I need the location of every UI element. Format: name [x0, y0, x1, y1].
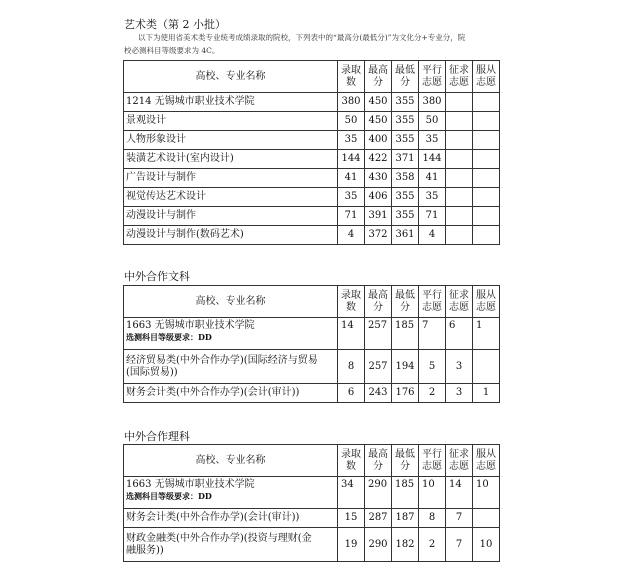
school-row [124, 318, 500, 350]
table-row [124, 226, 500, 245]
admit-count: 4 [338, 226, 365, 245]
major-name: 景观设计 [124, 112, 338, 131]
section-title-sino-foreign-arts: 中外合作文科 [124, 270, 190, 283]
min-score: 176 [392, 384, 419, 403]
table-row [124, 384, 500, 403]
table-row [124, 207, 500, 226]
solicit-count [446, 188, 473, 207]
min-score: 358 [392, 169, 419, 188]
header-admit: 录取 数 [338, 61, 365, 93]
admit-count: 6 [338, 384, 365, 403]
obey-count [473, 131, 500, 150]
min-score: 361 [392, 226, 419, 245]
header-max: 最高 分 [365, 445, 392, 477]
max-score: 450 [365, 112, 392, 131]
header-solicit: 征求 志愿 [446, 61, 473, 93]
major-name: 人物形象设计 [124, 131, 338, 150]
obey-count [473, 188, 500, 207]
max-score: 243 [365, 384, 392, 403]
solicit-count [446, 207, 473, 226]
obey-count: 1 [473, 384, 500, 403]
parallel-count: 5 [419, 350, 446, 384]
school-name: 1663 无锡城市职业技术学院 选测科目等级要求：DD [124, 318, 338, 350]
admit-count: 71 [338, 207, 365, 226]
major-name: 广告设计与制作 [124, 169, 338, 188]
major-name: 财务会计类(中外合作办学)(会计(审计)) [124, 384, 338, 403]
max-score: 290 [365, 528, 392, 562]
parallel-count: 4 [419, 226, 446, 245]
min-score: 187 [392, 509, 419, 528]
table-header-row [124, 445, 500, 477]
header-admit: 录取 数 [338, 445, 365, 477]
header-name: 高校、专业名称 [124, 445, 338, 477]
note-line-1: 以下为使用省美术类专业统考成绩录取的院校，下列表中的“最高分(最低分)”为文化分+专业分，院 [138, 33, 466, 42]
school-min: 185 [392, 318, 419, 350]
obey-count: 10 [473, 528, 500, 562]
solicit-count: 7 [446, 509, 473, 528]
solicit-count [446, 131, 473, 150]
school-obey [473, 93, 500, 112]
solicit-count [446, 150, 473, 169]
table-row [124, 131, 500, 150]
obey-count [473, 112, 500, 131]
min-score: 355 [392, 112, 419, 131]
header-min: 最低 分 [392, 445, 419, 477]
solicit-count: 3 [446, 350, 473, 384]
table-header-row [124, 61, 500, 93]
obey-count [473, 509, 500, 528]
note-line-2: 校必测科目等级要求为 4C。 [124, 46, 220, 55]
min-score: 182 [392, 528, 419, 562]
table-row [124, 150, 500, 169]
solicit-count: 7 [446, 528, 473, 562]
section-title-art: 艺术类（第 2 小批） [124, 18, 226, 31]
parallel-count: 50 [419, 112, 446, 131]
header-obey: 服从 志愿 [473, 445, 500, 477]
school-row [124, 93, 500, 112]
admit-count: 35 [338, 131, 365, 150]
solicit-count: 3 [446, 384, 473, 403]
admission-table-sino-foreign-arts [123, 285, 500, 403]
parallel-count: 144 [419, 150, 446, 169]
header-min: 最低 分 [392, 286, 419, 318]
header-name: 高校、专业名称 [124, 286, 338, 318]
school-admit: 14 [338, 318, 365, 350]
school-admit: 380 [338, 93, 365, 112]
obey-count [473, 169, 500, 188]
table-row [124, 528, 500, 562]
school-solicit: 6 [446, 318, 473, 350]
header-parallel: 平行 志愿 [419, 61, 446, 93]
table-header-row [124, 286, 500, 318]
max-score: 400 [365, 131, 392, 150]
major-name: 动漫设计与制作 [124, 207, 338, 226]
obey-count [473, 207, 500, 226]
obey-count [473, 150, 500, 169]
min-score: 371 [392, 150, 419, 169]
school-parallel: 10 [419, 477, 446, 509]
min-score: 355 [392, 131, 419, 150]
parallel-count: 8 [419, 509, 446, 528]
header-parallel: 平行 志愿 [419, 286, 446, 318]
admit-count: 50 [338, 112, 365, 131]
admission-table-art [123, 60, 500, 245]
school-name: 1214 无锡城市职业技术学院 [124, 93, 338, 112]
min-score: 355 [392, 188, 419, 207]
major-name: 经济贸易类(中外合作办学)(国际经济与贸易 (国际贸易)) [124, 350, 338, 384]
school-obey: 1 [473, 318, 500, 350]
max-score: 287 [365, 509, 392, 528]
school-max: 450 [365, 93, 392, 112]
parallel-count: 35 [419, 131, 446, 150]
min-score: 355 [392, 207, 419, 226]
table-row [124, 350, 500, 384]
header-obey: 服从 志愿 [473, 61, 500, 93]
admit-count: 35 [338, 188, 365, 207]
table-row [124, 169, 500, 188]
admit-count: 15 [338, 509, 365, 528]
school-row [124, 477, 500, 509]
admission-table-sino-foreign-science [123, 444, 500, 562]
school-parallel: 7 [419, 318, 446, 350]
school-max: 257 [365, 318, 392, 350]
header-parallel: 平行 志愿 [419, 445, 446, 477]
parallel-count: 2 [419, 528, 446, 562]
school-min: 355 [392, 93, 419, 112]
table-row [124, 509, 500, 528]
parallel-count: 71 [419, 207, 446, 226]
table-row [124, 188, 500, 207]
solicit-count [446, 226, 473, 245]
section-title-sino-foreign-science: 中外合作理科 [124, 430, 190, 443]
school-requirement: 选测科目等级要求：DD [126, 491, 212, 501]
school-min: 185 [392, 477, 419, 509]
admit-count: 19 [338, 528, 365, 562]
min-score: 194 [392, 350, 419, 384]
table-row [124, 112, 500, 131]
school-max: 290 [365, 477, 392, 509]
header-name: 高校、专业名称 [124, 61, 338, 93]
major-name: 财务会计类(中外合作办学)(会计(审计)) [124, 509, 338, 528]
school-solicit [446, 93, 473, 112]
school-admit: 34 [338, 477, 365, 509]
header-min: 最低 分 [392, 61, 419, 93]
major-name: 动漫设计与制作(数码艺术) [124, 226, 338, 245]
max-score: 430 [365, 169, 392, 188]
max-score: 406 [365, 188, 392, 207]
max-score: 422 [365, 150, 392, 169]
solicit-count [446, 169, 473, 188]
section-note-art [124, 31, 518, 57]
max-score: 372 [365, 226, 392, 245]
admit-count: 144 [338, 150, 365, 169]
header-max: 最高 分 [365, 286, 392, 318]
parallel-count: 35 [419, 188, 446, 207]
school-parallel: 380 [419, 93, 446, 112]
max-score: 257 [365, 350, 392, 384]
school-requirement: 选测科目等级要求：DD [126, 332, 212, 342]
admit-count: 41 [338, 169, 365, 188]
school-obey: 10 [473, 477, 500, 509]
school-solicit: 14 [446, 477, 473, 509]
parallel-count: 41 [419, 169, 446, 188]
school-name: 1663 无锡城市职业技术学院 选测科目等级要求：DD [124, 477, 338, 509]
admit-count: 8 [338, 350, 365, 384]
solicit-count [446, 112, 473, 131]
parallel-count: 2 [419, 384, 446, 403]
obey-count [473, 226, 500, 245]
header-solicit: 征求 志愿 [446, 445, 473, 477]
major-name: 视觉传达艺术设计 [124, 188, 338, 207]
max-score: 391 [365, 207, 392, 226]
header-admit: 录取 数 [338, 286, 365, 318]
major-name: 财政金融类(中外合作办学)(投资与理财(金 融服务)) [124, 528, 338, 562]
obey-count [473, 350, 500, 384]
header-max: 最高 分 [365, 61, 392, 93]
header-obey: 服从 志愿 [473, 286, 500, 318]
header-solicit: 征求 志愿 [446, 286, 473, 318]
major-name: 装潢艺术设计(室内设计) [124, 150, 338, 169]
